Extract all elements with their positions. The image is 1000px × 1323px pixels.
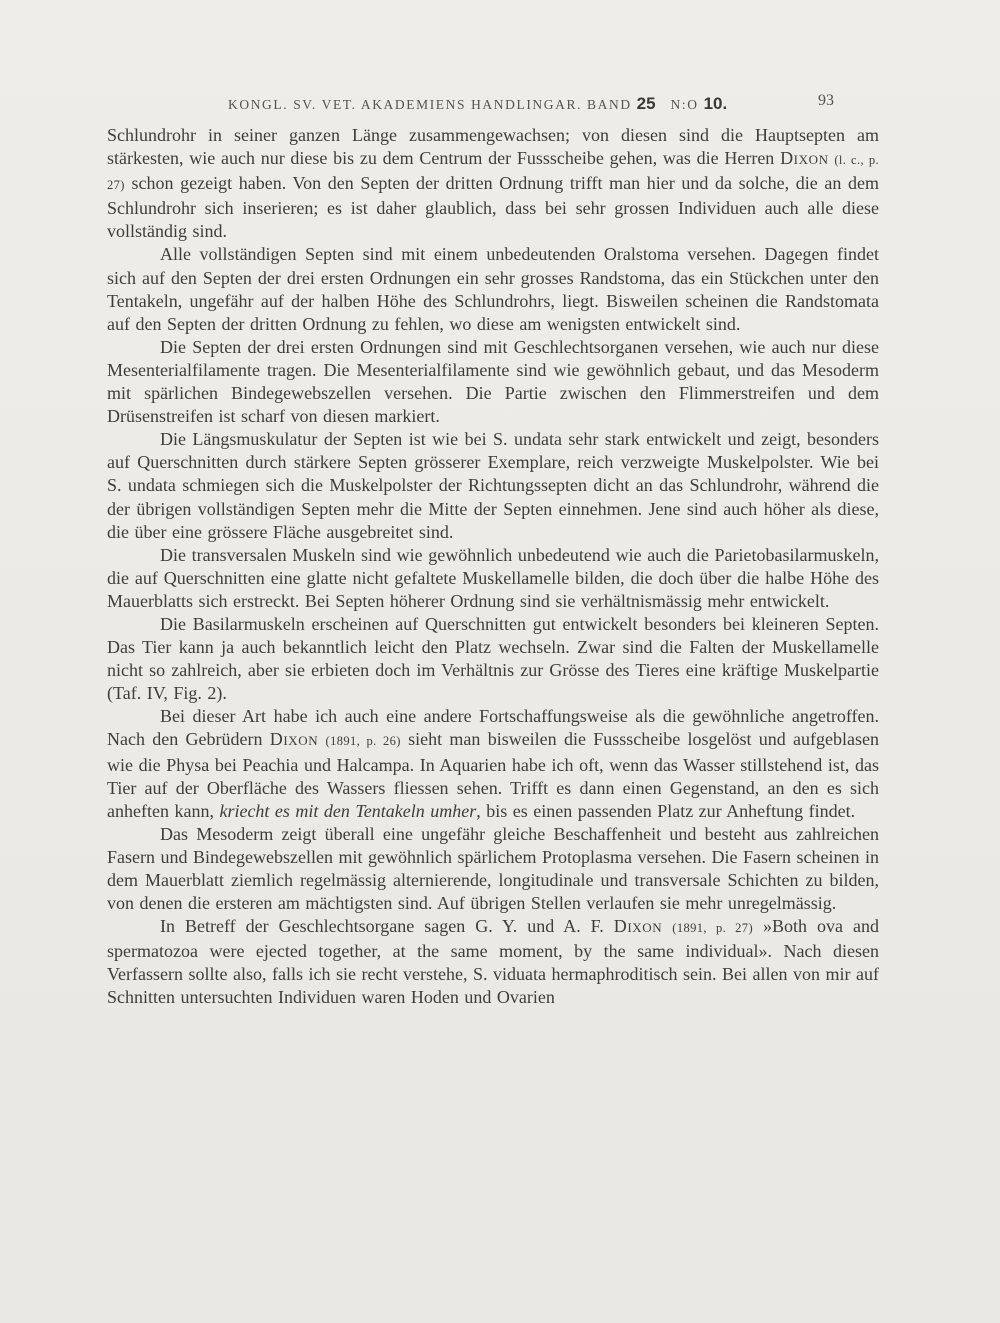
running-header xyxy=(0,90,1000,114)
paragraph-9-text-a: In Betreff der Geschlechtsorgane sagen G. Y. und A. F. xyxy=(160,916,614,937)
volume-number: 25 xyxy=(636,94,656,113)
author-name: Dixon xyxy=(613,916,663,937)
author-name: Dixon xyxy=(780,148,829,169)
page-number: 93 xyxy=(818,92,834,109)
author-name: Dixon xyxy=(269,729,319,750)
paragraph-2: Alle vollständigen Septen sind mit einem unbedeutenden Oralstoma versehen. Dagegen findet sich auf den Septen der drei ersten Ordnungen ein sehr grosses Randstoma, das ein Stückchen unter den Tentakeln, ungefähr auf der halben Höhe des Schlundrohrs, liegt. Bisweilen scheinen die Randstomata auf den Septen der dritten Ordnung zu fehlen, wo diese am wenigsten entwickelt sind. xyxy=(107,244,879,334)
italic-phrase: kriecht es mit den Tentakeln umher xyxy=(219,800,477,821)
running-title: KONGL. SV. VET. AKADEMIENS HANDLINGAR. BAND xyxy=(228,97,632,112)
number-label: N:O xyxy=(670,97,699,112)
paragraph-6: Die Basilarmuskeln erscheinen auf Querschnitten gut entwickelt besonders bei kleineren Septen. Das Tier kann ja auch bekanntlich leicht den Platz wechseln. Zwar sind die Falten der Muskellamelle nicht so zahlreich, aber sie erbieten doch im Verhältnis zur Grösse des Tieres eine kräftige Muskelpartie (Taf. IV, Fig. 2). xyxy=(107,613,879,704)
paragraph-7 xyxy=(107,705,879,822)
paragraph-7-text-b: sieht man bisweilen die Fussscheibe losgelöst und aufgeblasen wie die Physa bei Peachia und Halcampa. In Aquarien habe ich oft, wenn das Wasser stillstehend ist, das Tier auf der Oberfläche des Wassers fliessen sehen. Trifft es dann einen Gegenstand, an den es sich anheften kann, xyxy=(107,729,879,821)
paragraph-5: Die transversalen Muskeln sind wie gewöhnlich unbedeutend wie auch die Parietobasilarmuskeln, die auf Querschnitten eine glatte nicht gefaltete Muskellamelle bilden, die doch über die halbe Höhe des Mauerblatts sich erstreckt. Bei Septen höherer Ordnung sind sie verhältnismässig mehr entwickelt. xyxy=(107,544,879,611)
citation: (1891, p. 26) xyxy=(325,734,401,749)
citation: (1891, p. 27) xyxy=(672,921,754,936)
paragraph-1-text-b: schon gezeigt haben. Von den Septen der dritten Ordnung trifft man hier und da solche, die an dem Schlundrohr sich inserieren; es ist daher glaublich, dass bei sehr grossen Individuen auch alle diese vollständig sind. xyxy=(107,173,879,242)
paragraph-7-text-a: Bei dieser Art habe ich auch eine andere Fortschaffungsweise als die gewöhnliche angetroffen. Nach den Gebrüdern xyxy=(107,706,879,750)
paragraph-3: Die Septen der drei ersten Ordnungen sind mit Geschlechtsorganen versehen, wie auch nur diese Mesenterialfilamente tragen. Die Mesenterialfilamente sind wie gewöhnlich gebaut, und das Mesoderm mit spärlichen Bindegewebszellen versehen. Die Partie zwischen den Flimmerstreifen und dem Drüsenstreifen ist scharf von diesen markiert. xyxy=(107,336,879,427)
paragraph-1-text-a: Schlundrohr in seiner ganzen Länge zusammengewachsen; von diesen sind die Hauptsepten am stärkesten, wie auch nur diese bis zu dem Centrum der Fussscheibe gehen, was die Herren xyxy=(107,125,879,169)
running-title-line xyxy=(228,94,727,114)
paragraph-7-text-c: , bis es einen passenden Platz zur Anheftung findet. xyxy=(476,800,856,821)
paragraph-9-text-b: »Both ova and spermatozoa were ejected together, at the same moment, by the same individual». Nach diesen Verfassern sollte also, falls ich sie recht verstehe, S. viduata hermaphroditisch sein. Bei allen von mir auf Schnitten untersuchten Individuen waren Hoden und Ovarien xyxy=(107,916,879,1008)
paragraph-1 xyxy=(107,124,879,243)
paragraph-9 xyxy=(107,915,879,1009)
issue-number: 10. xyxy=(703,94,728,113)
citation: (l. c., p. 27) xyxy=(107,153,879,193)
paragraph-8: Das Mesoderm zeigt überall eine ungefähr gleiche Beschaffenheit und besteht aus zahlreichen Fasern und Bindegewebszellen mit gewöhnlich spärlichem Protoplasma versehen. Die Fasern scheinen in dem Mauerblatt ziemlich regelmässig alternierende, longitudinale und transversale Schichten zu bilden, von denen die ersteren am mächtigsten sind. Auf übrigen Stellen verlaufen sie mehr unregelmässig. xyxy=(107,823,879,914)
body-text xyxy=(107,124,879,1010)
paragraph-4: Die Längsmuskulatur der Septen ist wie bei S. undata sehr stark entwickelt und zeigt, besonders auf Querschnitten durch stärkere Septen grösserer Exemplare, reich verzweigte Muskelpolster. Wie bei S. undata schmiegen sich die Muskelpolster der Richtungssepten dicht an das Schlundrohr, während die der übrigen vollständigen Septen mehr die Mitte der Septen einnehmen. Jene sind auch höher als diese, die über eine grössere Fläche ausgebreitet sind. xyxy=(107,429,879,542)
